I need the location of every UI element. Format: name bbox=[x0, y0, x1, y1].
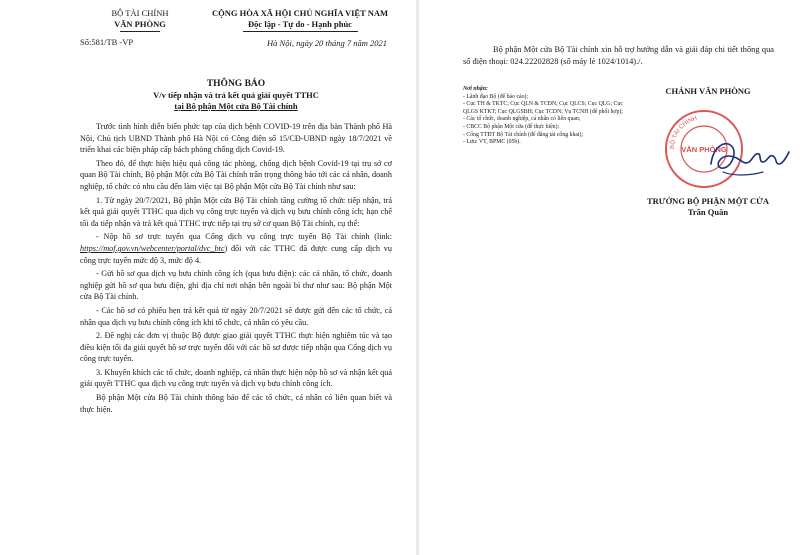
ministry-name: BỘ TÀI CHÍNH bbox=[111, 8, 169, 18]
paragraph-item-3: 3. Khuyến khích các tổ chức, doanh nghiệp, cá nhân thực hiện nộp hồ sơ và nhận kết quả giải quyết TTHC qua dịch vụ công trực tuyến và dịch vụ bưu chính công ích. bbox=[80, 367, 392, 389]
signer-name: Trần Quân bbox=[687, 207, 729, 217]
issuing-agency bbox=[80, 8, 200, 48]
online-submission-text: - Nộp hồ sơ trực tuyến qua Cổng dịch vụ công trực tuyến Bộ Tài chính (link: bbox=[96, 232, 392, 242]
signature-area bbox=[463, 86, 774, 256]
contact-paragraph: Bộ phận Một cửa Bộ Tài chính xin hỗ trợ hướng dẫn và giải đáp chi tiết thông qua số điện thoại: 024.22202828 (số máy lẻ 1024/1014)./. bbox=[463, 45, 774, 66]
paragraph-online-submission bbox=[80, 231, 392, 266]
recipient-item: - Các tổ chức, doanh nghiệp, cá nhân có liên quan; bbox=[463, 116, 581, 123]
recipients-list bbox=[463, 86, 623, 147]
paragraph-notice: Theo đó, để thực hiện hiệu quả công tác phòng, chống dịch bệnh Covid-19 tại trụ sở cơ quan Bộ Tài chính, Bộ phận Một cửa Bộ Tài chính trân trọng thông báo tới các cá nhân, doanh nghiệp, tổ chức có nhu cầu đến làm việc tại Bộ phận Một cửa Bộ Tài chính như sau: bbox=[80, 158, 392, 191]
signer-position: TRƯỞNG BỘ PHẬN MỘT CỬA bbox=[647, 196, 769, 206]
signer-role: CHÁNH VĂN PHÒNG bbox=[665, 86, 751, 96]
recipient-item: - CBCC Bộ phận Một cửa (để thực hiện); bbox=[463, 123, 560, 130]
document-type: THÔNG BÁO bbox=[206, 79, 266, 89]
recipient-item: - Cổng TTĐT Bộ Tài chính (để đăng tải công khai); bbox=[463, 131, 584, 138]
office-name: VĂN PHÒNG bbox=[114, 19, 166, 29]
paragraph-context: Trước tình hình diễn biến phức tạp của dịch bệnh COVID-19 trên địa bàn Thành phố Hà Nội, Chủ tịch UBND Thành phố Hà Nội có Công điện số 15/CĐ-UBND ngày 18/7/2021 về triển khai các biện pháp cấp bách phòng chống dịch Covid-19. bbox=[80, 122, 392, 155]
recipient-item: - Lãnh đạo Bộ (để báo cáo); bbox=[463, 93, 529, 100]
paragraph-results-delivery: - Các hồ sơ có phiếu hẹn trả kết quả từ ngày 20/7/2021 sẽ được gửi đến các tổ chức, cá nhân qua dịch vụ bưu chính công ích khi tổ chức, cá nhân có yêu cầu. bbox=[80, 305, 392, 327]
online-submission-text-end: ) đối với các TTHC đã được cung cấp dịch vụ công trực tuyến mức độ 3, mức độ 4. bbox=[80, 243, 392, 265]
document-subject-line2: tại Bộ phận Một cửa Bộ Tài chính bbox=[174, 101, 298, 111]
stamp-text: VĂN PHÒNG bbox=[681, 145, 727, 154]
paragraph-postal-submission: - Gửi hồ sơ qua dịch vụ bưu chính công ích (qua bưu điện): các cá nhân, tổ chức, doanh nghiệp gửi hồ sơ qua bưu điện, ghi địa chỉ nơi nhận bên ngoài bì thư như sau: Bộ phận Một cửa Bộ Tài chính. bbox=[80, 269, 392, 302]
document-header bbox=[80, 8, 392, 78]
paragraph-item-2: 2. Đề nghị các đơn vị thuộc Bộ được giao giải quyết TTHC thực hiện nghiêm túc và tạo điều kiện tối đa giải quyết hồ sơ trực tuyến đối với các hồ sơ được tiếp nhận qua Cổng dịch vụ công trực tuyến. bbox=[80, 331, 392, 364]
motto-underline bbox=[243, 31, 358, 32]
national-motto: Độc lập - Tự do - Hạnh phúc bbox=[248, 19, 352, 29]
nation-name: CỘNG HÒA XÃ HỘI CHỦ NGHĨA VIỆT NAM bbox=[211, 8, 389, 18]
paragraph-closing: Bộ phận Một cửa Bộ Tài chính thông báo để các tổ chức, cá nhân có liên quan biết và thực hiện. bbox=[80, 393, 392, 414]
signer-block bbox=[633, 86, 783, 217]
document-body bbox=[80, 121, 392, 415]
document-date: Hà Nội, ngày 20 tháng 7 năm 2021 bbox=[267, 38, 387, 48]
stamp-ring-text: BỘ TÀI CHÍNH bbox=[669, 115, 698, 150]
document-page-right bbox=[419, 0, 800, 555]
portal-link[interactable]: https://mof.gov.vn/webcenter/portal/dvc_btc bbox=[80, 243, 225, 253]
recipients-title: Nơi nhận: bbox=[463, 86, 488, 92]
recipient-item: - Lưu: VT, BPMC (05b). bbox=[463, 139, 521, 146]
national-heading bbox=[205, 8, 395, 49]
handwritten-signature-icon bbox=[703, 126, 793, 186]
agency-underline bbox=[120, 31, 160, 32]
paragraph-item-1: 1. Từ ngày 20/7/2021, Bộ phận Một cửa Bộ Tài chính tăng cường tổ chức tiếp nhận, trả kết quả giải quyết TTHC qua dịch vụ công trực tuyến và dịch vụ bưu chính công ích; hạn chế tối đa tiếp nhận và trả kết quả TTHC trực tiếp tại trụ sở cơ quan Bộ Tài chính, cụ thể: bbox=[80, 195, 392, 228]
document-number: Số:581/TB -VP bbox=[80, 37, 134, 47]
document-subject: V/v tiếp nhận và trả kết quả giải quyết TTHC bbox=[153, 90, 319, 100]
recipient-item: - Cục TH & TKTC; Cục QLN & TCĐN; Cục QLCS; Cục QLG; Cục QLGS KTKT; Cục QLGSBH; Cục TCDN; Vụ TCNH (để phối hợp); bbox=[463, 101, 623, 115]
document-title bbox=[80, 78, 392, 112]
